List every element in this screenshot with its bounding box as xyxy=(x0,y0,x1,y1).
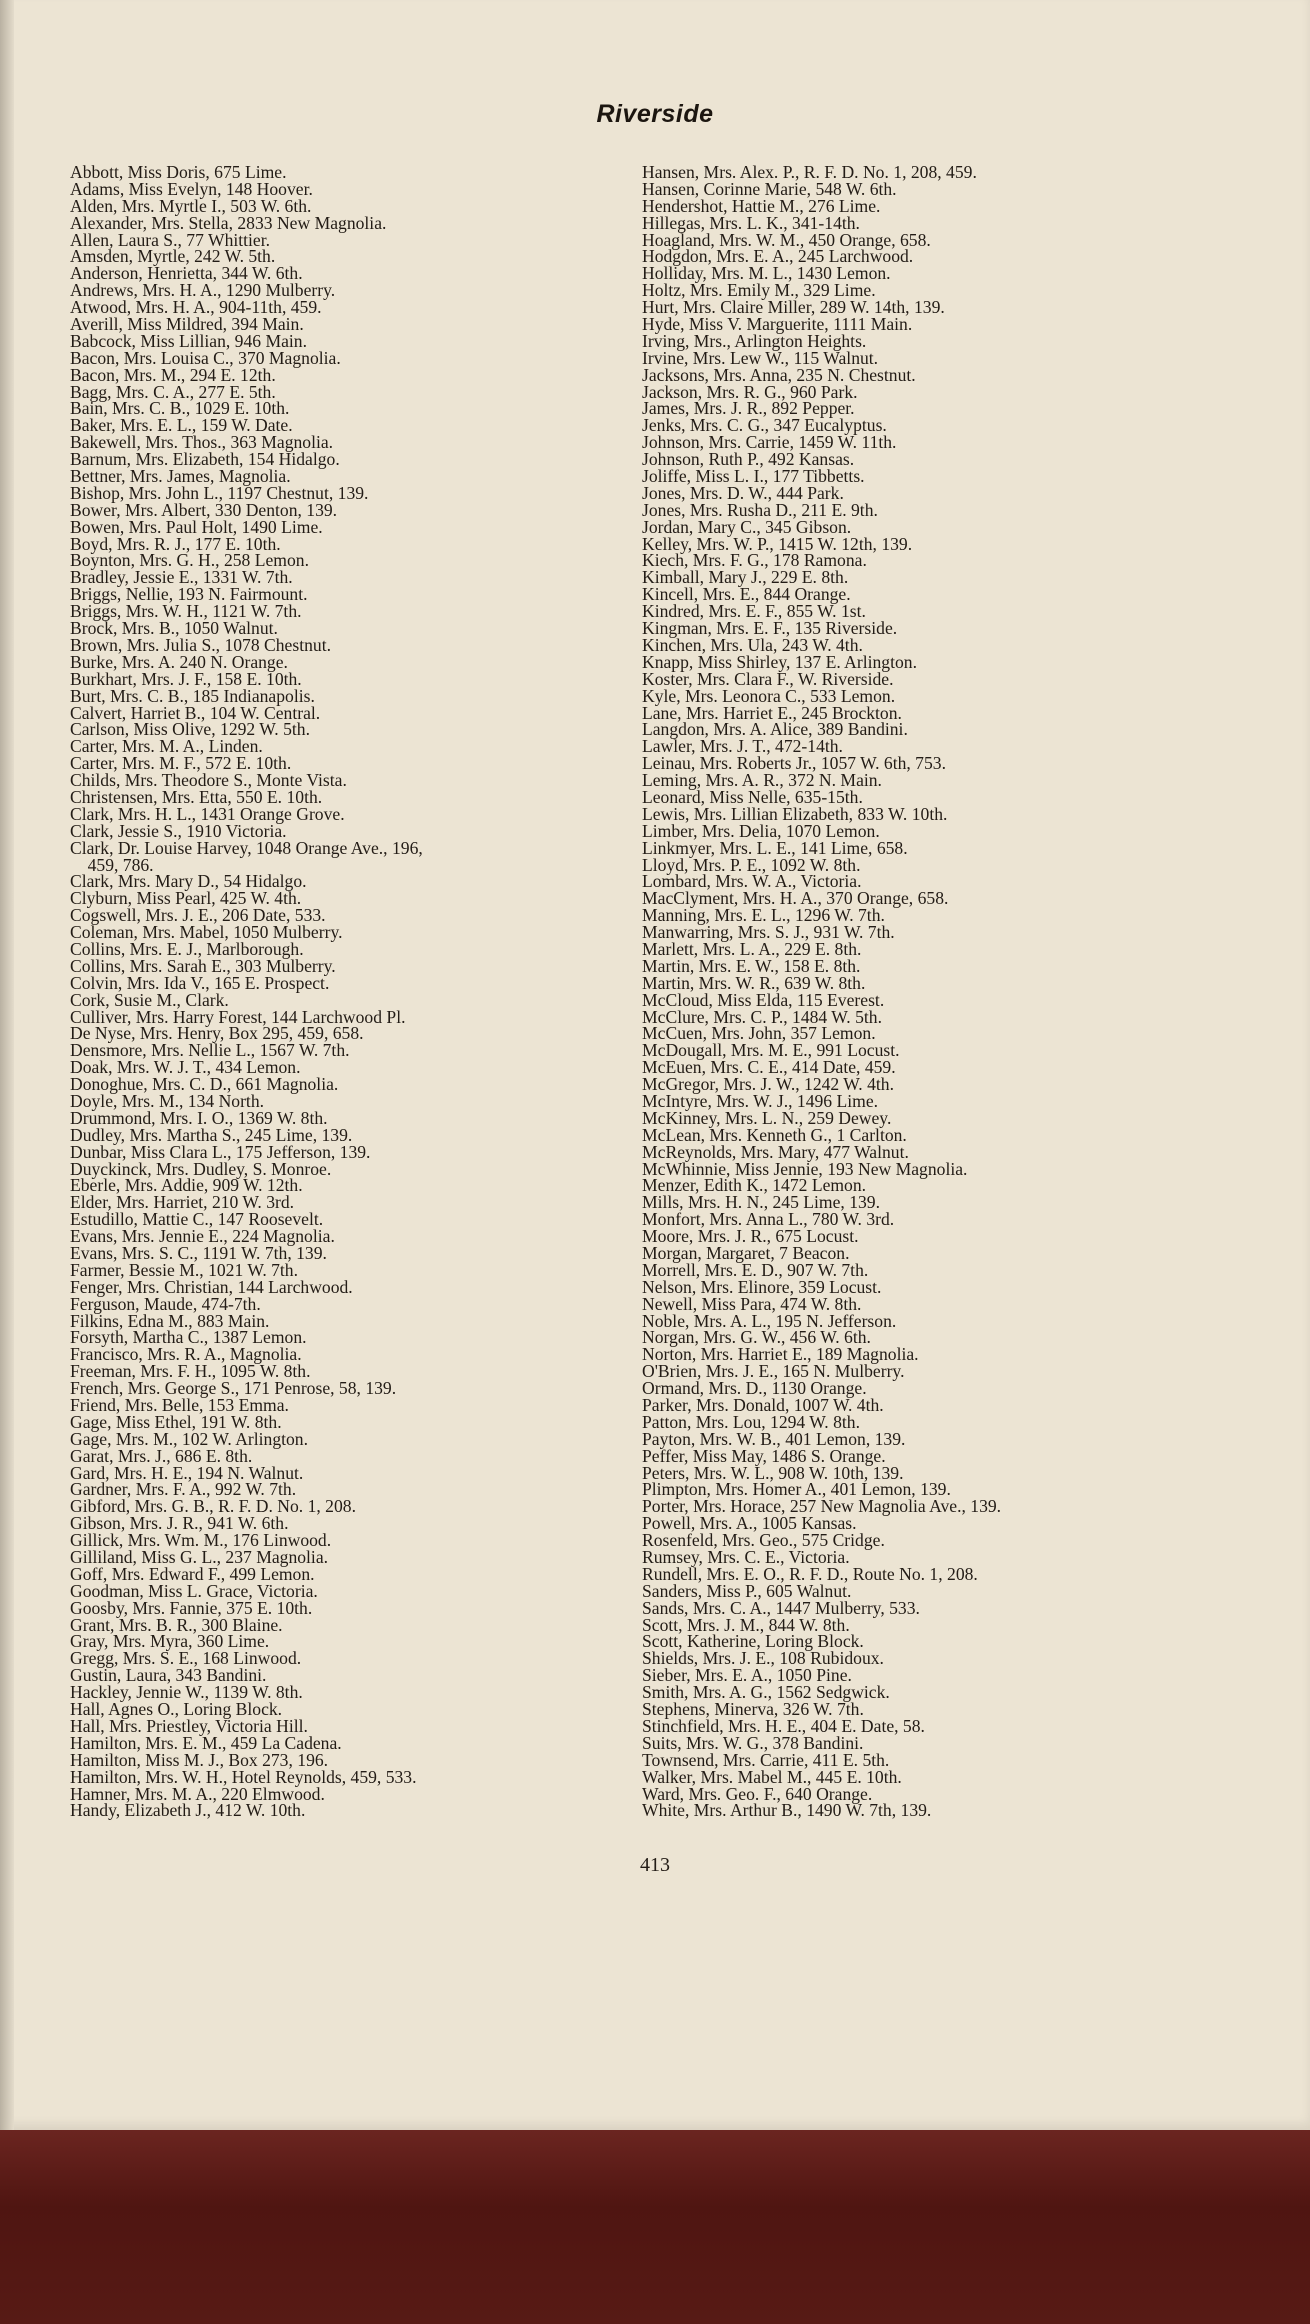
directory-entry: Martin, Mrs. W. R., 639 W. 8th. xyxy=(642,972,866,993)
directory-entry: Clyburn, Miss Pearl, 425 W. 4th. xyxy=(70,888,302,909)
directory-entry: Colvin, Mrs. Ida V., 165 E. Prospect. xyxy=(70,972,330,993)
directory-entry: Kyle, Mrs. Leonora C., 533 Lemon. xyxy=(642,685,896,706)
directory-entry: Gray, Mrs. Myra, 360 Lime. xyxy=(70,1631,270,1652)
directory-entry: McIntyre, Mrs. W. J., 1496 Lime. xyxy=(642,1090,879,1111)
directory-entry: Cork, Susie M., Clark. xyxy=(70,989,229,1010)
directory-entry: Leming, Mrs. A. R., 372 N. Main. xyxy=(642,770,882,791)
directory-entry: Linkmyer, Mrs. L. E., 141 Lime, 658. xyxy=(642,837,908,858)
directory-entry: Doyle, Mrs. M., 134 North. xyxy=(70,1090,265,1111)
directory-entry: Leinau, Mrs. Roberts Jr., 1057 W. 6th, 753. xyxy=(642,753,946,774)
directory-entry: Densmore, Mrs. Nellie L., 1567 W. 7th. xyxy=(70,1040,350,1061)
directory-entry: Johnson, Ruth P., 492 Kansas. xyxy=(642,449,855,470)
directory-entry: Gage, Miss Ethel, 191 W. 8th. xyxy=(70,1411,282,1432)
directory-entry: Norton, Mrs. Harriet E., 189 Magnolia. xyxy=(642,1344,919,1365)
directory-entry: Elder, Mrs. Harriet, 210 W. 3rd. xyxy=(70,1192,295,1213)
directory-entry: Lane, Mrs. Harriet E., 245 Brockton. xyxy=(642,702,902,723)
directory-entry: Hansen, Mrs. Alex. P., R. F. D. No. 1, 208, 459. xyxy=(642,162,977,182)
directory-entry: Gibson, Mrs. J. R., 941 W. 6th. xyxy=(70,1513,289,1534)
directory-entry: Adams, Miss Evelyn, 148 Hoover. xyxy=(70,178,313,199)
directory-entry: Hackley, Jennie W., 1139 W. 8th. xyxy=(70,1682,303,1703)
directory-entry: Hendershot, Hattie M., 276 Lime. xyxy=(642,195,881,216)
directory-entry: Marlett, Mrs. L. A., 229 E. 8th. xyxy=(642,938,862,959)
directory-entry: Childs, Mrs. Theodore S., Monte Vista. xyxy=(70,770,347,791)
directory-entry: Hodgdon, Mrs. E. A., 245 Larchwood. xyxy=(642,246,914,267)
directory-entry: Sanders, Miss P., 605 Walnut. xyxy=(642,1580,852,1601)
directory-entry: Bain, Mrs. C. B., 1029 E. 10th. xyxy=(70,398,290,419)
directory-entry: Freeman, Mrs. F. H., 1095 W. 8th. xyxy=(70,1361,311,1382)
directory-entry: Lloyd, Mrs. P. E., 1092 W. 8th. xyxy=(642,854,861,875)
directory-entry: Evans, Mrs. S. C., 1191 W. 7th, 139. xyxy=(70,1243,327,1263)
directory-entry: Boyd, Mrs. R. J., 177 E. 10th. xyxy=(70,533,281,554)
directory-entry: Powell, Mrs. A., 1005 Kansas. xyxy=(642,1513,857,1534)
directory-entry: Bishop, Mrs. John L., 1197 Chestnut, 139. xyxy=(70,482,369,503)
directory-entry: Culliver, Mrs. Harry Forest, 144 Larchwood Pl. xyxy=(70,1006,406,1027)
directory-entry: Carlson, Miss Olive, 1292 W. 5th. xyxy=(70,719,310,740)
directory-entry: Andrews, Mrs. H. A., 1290 Mulberry. xyxy=(70,280,336,301)
directory-entry: Carter, Mrs. M. A., Linden. xyxy=(70,736,263,757)
directory-entry: Gregg, Mrs. S. E., 168 Linwood. xyxy=(70,1648,302,1669)
directory-entry: Hillegas, Mrs. L. K., 341-14th. xyxy=(642,212,860,233)
directory-entry: McEuen, Mrs. C. E., 414 Date, 459. xyxy=(642,1057,896,1078)
directory-entry: Boynton, Mrs. G. H., 258 Lemon. xyxy=(70,550,309,571)
directory-entry: Manning, Mrs. E. L., 1296 W. 7th. xyxy=(642,905,885,926)
directory-entry: Friend, Mrs. Belle, 153 Emma. xyxy=(70,1395,289,1416)
directory-entry: Grant, Mrs. B. R., 300 Blaine. xyxy=(70,1614,283,1635)
directory-entry: Carter, Mrs. M. F., 572 E. 10th. xyxy=(70,753,292,774)
directory-entry: Hoagland, Mrs. W. M., 450 Orange, 658. xyxy=(642,229,931,250)
directory-entry: Calvert, Harriet B., 104 W. Central. xyxy=(70,702,321,723)
directory-entry: Collins, Mrs. E. J., Marlborough. xyxy=(70,938,304,959)
background-surface xyxy=(0,2130,1310,2324)
directory-entry: Coleman, Mrs. Mabel, 1050 Mulberry. xyxy=(70,922,343,943)
directory-entry: Moore, Mrs. J. R., 675 Locust. xyxy=(642,1226,859,1247)
directory-entry: Scott, Mrs. J. M., 844 W. 8th. xyxy=(642,1614,850,1635)
directory-entry: Amsden, Myrtle, 242 W. 5th. xyxy=(70,246,276,267)
directory-entry: Gillick, Mrs. Wm. M., 176 Linwood. xyxy=(70,1530,332,1551)
directory-entry: Lewis, Mrs. Lillian Elizabeth, 833 W. 10th. xyxy=(642,803,948,824)
directory-entry: McGregor, Mrs. J. W., 1242 W. 4th. xyxy=(642,1074,894,1095)
directory-entry: Hyde, Miss V. Marguerite, 1111 Main. xyxy=(642,314,913,335)
directory-entry: Koster, Mrs. Clara F., W. Riverside. xyxy=(642,668,894,689)
directory-entry: Bower, Mrs. Albert, 330 Denton, 139. xyxy=(70,499,338,520)
directory-entry: McDougall, Mrs. M. E., 991 Locust. xyxy=(642,1040,900,1061)
directory-entry: Bettner, Mrs. James, Magnolia. xyxy=(70,466,291,487)
directory-entry: Knapp, Miss Shirley, 137 E. Arlington. xyxy=(642,651,917,672)
directory-entry: Joliffe, Miss L. I., 177 Tibbetts. xyxy=(642,466,865,487)
directory-entry: 459, 786. xyxy=(70,854,154,875)
directory-entry: McLean, Mrs. Kenneth G., 1 Carlton. xyxy=(642,1124,907,1145)
directory-entry: Jordan, Mary C., 345 Gibson. xyxy=(642,516,852,537)
page-title: Riverside xyxy=(596,100,714,128)
directory-entry: Abbott, Miss Doris, 675 Lime. xyxy=(70,162,287,182)
directory-entry: Smith, Mrs. A. G., 1562 Sedgwick. xyxy=(642,1682,890,1703)
directory-entry: Martin, Mrs. E. W., 158 E. 8th. xyxy=(642,955,861,976)
directory-entry: Fenger, Mrs. Christian, 144 Larchwood. xyxy=(70,1276,353,1297)
directory-entry: Clark, Dr. Louise Harvey, 1048 Orange Ave., 196, xyxy=(70,837,423,858)
directory-entry: Morgan, Margaret, 7 Beacon. xyxy=(642,1243,850,1263)
directory-entry: Barnum, Mrs. Elizabeth, 154 Hidalgo. xyxy=(70,449,340,470)
directory-entry: Langdon, Mrs. A. Alice, 389 Bandini. xyxy=(642,719,908,740)
directory-entry: Alexander, Mrs. Stella, 2833 New Magnolia. xyxy=(70,212,387,233)
directory-entry: Lombard, Mrs. W. A., Victoria. xyxy=(642,871,862,892)
directory-entry: Jackson, Mrs. R. G., 960 Park. xyxy=(642,381,858,402)
directory-entry: MacClyment, Mrs. H. A., 370 Orange, 658. xyxy=(642,888,949,909)
directory-entry: McCuen, Mrs. John, 357 Lemon. xyxy=(642,1023,876,1044)
directory-entry: Dunbar, Miss Clara L., 175 Jefferson, 139. xyxy=(70,1141,371,1162)
directory-entry: Patton, Mrs. Lou, 1294 W. 8th. xyxy=(642,1411,860,1432)
left-column xyxy=(70,164,645,1819)
directory-entry: Menzer, Edith K., 1472 Lemon. xyxy=(642,1175,867,1196)
directory-entry: Gardner, Mrs. F. A., 992 W. 7th. xyxy=(70,1479,297,1500)
directory-entry: Francisco, Mrs. R. A., Magnolia. xyxy=(70,1344,302,1365)
directory-entry: McCloud, Miss Elda, 115 Everest. xyxy=(642,989,885,1010)
directory-entry: Mills, Mrs. H. N., 245 Lime, 139. xyxy=(642,1192,881,1213)
directory-entry: Stephens, Minerva, 326 W. 7th. xyxy=(642,1699,864,1720)
directory-entry: Cogswell, Mrs. J. E., 206 Date, 533. xyxy=(70,905,326,926)
directory-entry: Stinchfield, Mrs. H. E., 404 E. Date, 58. xyxy=(642,1715,925,1736)
directory-entry: Norgan, Mrs. G. W., 456 W. 6th. xyxy=(642,1327,871,1348)
directory-entry: White, Mrs. Arthur B., 1490 W. 7th, 139. xyxy=(642,1800,932,1821)
directory-entry: Brown, Mrs. Julia S., 1078 Chestnut. xyxy=(70,634,331,655)
directory-entry: Ward, Mrs. Geo. F., 640 Orange. xyxy=(642,1783,873,1804)
directory-entry: Rundell, Mrs. E. O., R. F. D., Route No. 1, 208. xyxy=(642,1563,978,1584)
directory-entry: Kindred, Mrs. E. F., 855 W. 1st. xyxy=(642,601,866,622)
directory-entry: Bradley, Jessie E., 1331 W. 7th. xyxy=(70,567,293,588)
directory-entry: Hansen, Corinne Marie, 548 W. 6th. xyxy=(642,178,897,199)
directory-entry: Holliday, Mrs. M. L., 1430 Lemon. xyxy=(642,263,891,284)
directory-entry: Gustin, Laura, 343 Bandini. xyxy=(70,1665,267,1686)
directory-entry: Averill, Miss Mildred, 394 Main. xyxy=(70,314,304,335)
directory-entry: Hamilton, Mrs. W. H., Hotel Reynolds, 459, 533. xyxy=(70,1766,417,1787)
directory-entry: Rumsey, Mrs. C. E., Victoria. xyxy=(642,1547,850,1568)
directory-entry: Atwood, Mrs. H. A., 904-11th, 459. xyxy=(70,297,322,318)
directory-entry: Doak, Mrs. W. J. T., 434 Lemon. xyxy=(70,1057,301,1078)
directory-entry: Sands, Mrs. C. A., 1447 Mulberry, 533. xyxy=(642,1597,920,1618)
directory-entry: Kiech, Mrs. F. G., 178 Ramona. xyxy=(642,550,867,571)
directory-entry: Handy, Elizabeth J., 412 W. 10th. xyxy=(70,1800,306,1821)
directory-entry: Hamner, Mrs. M. A., 220 Elmwood. xyxy=(70,1783,325,1804)
directory-entry: Clark, Mrs. Mary D., 54 Hidalgo. xyxy=(70,871,307,892)
directory-entry: Bacon, Mrs. M., 294 E. 12th. xyxy=(70,364,276,385)
directory-entry: Bowen, Mrs. Paul Holt, 1490 Lime. xyxy=(70,516,323,537)
page-number: 413 xyxy=(640,1854,670,1876)
directory-entry: Ferguson, Maude, 474-7th. xyxy=(70,1293,261,1314)
directory-entry: Morrell, Mrs. E. D., 907 W. 7th. xyxy=(642,1259,869,1280)
directory-entry: Hamilton, Miss M. J., Box 273, 196. xyxy=(70,1749,329,1770)
directory-entry: O'Brien, Mrs. J. E., 165 N. Mulberry. xyxy=(642,1361,905,1382)
directory-entry: Goosby, Mrs. Fannie, 375 E. 10th. xyxy=(70,1597,313,1618)
directory-entry: Hall, Agnes O., Loring Block. xyxy=(70,1699,283,1720)
directory-entry: Gard, Mrs. H. E., 194 N. Walnut. xyxy=(70,1462,304,1483)
directory-entry: Jacksons, Mrs. Anna, 235 N. Chestnut. xyxy=(642,364,916,385)
directory-entry: Clark, Mrs. H. L., 1431 Orange Grove. xyxy=(70,803,345,824)
directory-entry: Forsyth, Martha C., 1387 Lemon. xyxy=(70,1327,307,1348)
directory-entry: Alden, Mrs. Myrtle I., 503 W. 6th. xyxy=(70,195,312,216)
directory-entry: Bacon, Mrs. Louisa C., 370 Magnolia. xyxy=(70,347,341,368)
directory-entry: Allen, Laura S., 77 Whittier. xyxy=(70,229,271,250)
directory-entry: Baker, Mrs. E. L., 159 W. Date. xyxy=(70,415,293,436)
directory-entry: Donoghue, Mrs. C. D., 661 Magnolia. xyxy=(70,1074,339,1095)
directory-entry: Gilliland, Miss G. L., 237 Magnolia. xyxy=(70,1547,329,1568)
directory-entry: Christensen, Mrs. Etta, 550 E. 10th. xyxy=(70,786,323,807)
directory-entry: Townsend, Mrs. Carrie, 411 E. 5th. xyxy=(642,1749,890,1770)
directory-entry: Nelson, Mrs. Elinore, 359 Locust. xyxy=(642,1276,882,1297)
directory-entry: McReynolds, Mrs. Mary, 477 Walnut. xyxy=(642,1141,909,1162)
directory-entry: Brock, Mrs. B., 1050 Walnut. xyxy=(70,618,278,639)
directory-entry: Briggs, Mrs. W. H., 1121 W. 7th. xyxy=(70,601,302,622)
directory-entry: French, Mrs. George S., 171 Penrose, 58, 139. xyxy=(70,1378,397,1399)
directory-entry: Johnson, Mrs. Carrie, 1459 W. 11th. xyxy=(642,432,897,453)
directory-entry: Estudillo, Mattie C., 147 Roosevelt. xyxy=(70,1209,324,1230)
directory-entry: Dudley, Mrs. Martha S., 245 Lime, 139. xyxy=(70,1124,353,1145)
directory-entry: Lawler, Mrs. J. T., 472-14th. xyxy=(642,736,843,757)
directory-entry: Kimball, Mary J., 229 E. 8th. xyxy=(642,567,849,588)
directory-entry: Shields, Mrs. J. E., 108 Rubidoux. xyxy=(642,1648,884,1669)
directory-entry: Irving, Mrs., Arlington Heights. xyxy=(642,330,867,351)
directory-entry: Limber, Mrs. Delia, 1070 Lemon. xyxy=(642,820,880,841)
directory-entry: Kelley, Mrs. W. P., 1415 W. 12th, 139. xyxy=(642,533,913,554)
directory-entry: Parker, Mrs. Donald, 1007 W. 4th. xyxy=(642,1395,884,1416)
directory-entry: Burke, Mrs. A. 240 N. Orange. xyxy=(70,651,288,672)
directory-entry: Holtz, Mrs. Emily M., 329 Lime. xyxy=(642,280,876,301)
directory-entry: Burkhart, Mrs. J. F., 158 E. 10th. xyxy=(70,668,302,689)
directory-entry: Collins, Mrs. Sarah E., 303 Mulberry. xyxy=(70,955,336,976)
directory-entry: Kinchen, Mrs. Ula, 243 W. 4th. xyxy=(642,634,863,655)
directory-entry: McKinney, Mrs. L. N., 259 Dewey. xyxy=(642,1107,892,1128)
page-binding-shadow xyxy=(0,0,14,2130)
directory-entry: Gage, Mrs. M., 102 W. Arlington. xyxy=(70,1428,309,1449)
directory-entry: Newell, Miss Para, 474 W. 8th. xyxy=(642,1293,862,1314)
directory-entry: Filkins, Edna M., 883 Main. xyxy=(70,1310,270,1331)
directory-entry: Noble, Mrs. A. L., 195 N. Jefferson. xyxy=(642,1310,897,1331)
directory-entry: Irvine, Mrs. Lew W., 115 Walnut. xyxy=(642,347,879,368)
directory-entry: Jenks, Mrs. C. G., 347 Eucalyptus. xyxy=(642,415,887,436)
directory-entry: Sieber, Mrs. E. A., 1050 Pine. xyxy=(642,1665,852,1686)
directory-entry: Jones, Mrs. D. W., 444 Park. xyxy=(642,482,844,503)
directory-entry: James, Mrs. J. R., 892 Pepper. xyxy=(642,398,855,419)
directory-entry: Burt, Mrs. C. B., 185 Indianapolis. xyxy=(70,685,315,706)
directory-entry: Gibford, Mrs. G. B., R. F. D. No. 1, 208. xyxy=(70,1496,356,1517)
directory-entry: Walker, Mrs. Mabel M., 445 E. 10th. xyxy=(642,1766,902,1787)
directory-entry: Jones, Mrs. Rusha D., 211 E. 9th. xyxy=(642,499,878,520)
directory-entry: Anderson, Henrietta, 344 W. 6th. xyxy=(70,263,303,284)
directory-entry: Farmer, Bessie M., 1021 W. 7th. xyxy=(70,1259,299,1280)
directory-entry: Manwarring, Mrs. S. J., 931 W. 7th. xyxy=(642,922,895,943)
directory-entry: Hall, Mrs. Priestley, Victoria Hill. xyxy=(70,1715,308,1736)
directory-entry: Clark, Jessie S., 1910 Victoria. xyxy=(70,820,287,841)
directory-entry: Evans, Mrs. Jennie E., 224 Magnolia. xyxy=(70,1226,335,1247)
directory-entry: Babcock, Miss Lillian, 946 Main. xyxy=(70,330,308,351)
directory-entry: Bagg, Mrs. C. A., 277 E. 5th. xyxy=(70,381,276,402)
directory-entry: McWhinnie, Miss Jennie, 193 New Magnolia. xyxy=(642,1158,968,1179)
directory-entry: Hurt, Mrs. Claire Miller, 289 W. 14th, 139. xyxy=(642,297,945,318)
directory-entry: Garat, Mrs. J., 686 E. 8th. xyxy=(70,1445,253,1466)
directory-entry: Duyckinck, Mrs. Dudley, S. Monroe. xyxy=(70,1158,332,1179)
directory-entry: Kincell, Mrs. E., 844 Orange. xyxy=(642,584,851,605)
right-column xyxy=(642,164,1242,1819)
directory-entry: Drummond, Mrs. I. O., 1369 W. 8th. xyxy=(70,1107,328,1128)
directory-entry: Kingman, Mrs. E. F., 135 Riverside. xyxy=(642,618,898,639)
directory-entry: Rosenfeld, Mrs. Geo., 575 Cridge. xyxy=(642,1530,885,1551)
directory-entry: Plimpton, Mrs. Homer A., 401 Lemon, 139. xyxy=(642,1479,951,1500)
directory-entry: Goodman, Miss L. Grace, Victoria. xyxy=(70,1580,318,1601)
directory-entry: Leonard, Miss Nelle, 635-15th. xyxy=(642,786,863,807)
directory-entry: Bakewell, Mrs. Thos., 363 Magnolia. xyxy=(70,432,334,453)
directory-entry: Scott, Katherine, Loring Block. xyxy=(642,1631,864,1652)
directory-entry: Ormand, Mrs. D., 1130 Orange. xyxy=(642,1378,867,1399)
directory-entry: Porter, Mrs. Horace, 257 New Magnolia Ave., 139. xyxy=(642,1496,1002,1517)
directory-entry: McClure, Mrs. C. P., 1484 W. 5th. xyxy=(642,1006,882,1027)
directory-entry: Hamilton, Mrs. E. M., 459 La Cadena. xyxy=(70,1732,342,1753)
directory-entry: Peffer, Miss May, 1486 S. Orange. xyxy=(642,1445,886,1466)
directory-entry: Eberle, Mrs. Addie, 909 W. 12th. xyxy=(70,1175,303,1196)
directory-entry: De Nyse, Mrs. Henry, Box 295, 459, 658. xyxy=(70,1023,364,1044)
directory-entry: Payton, Mrs. W. B., 401 Lemon, 139. xyxy=(642,1428,906,1449)
directory-entry: Suits, Mrs. W. G., 378 Bandini. xyxy=(642,1732,864,1753)
directory-entry: Peters, Mrs. W. L., 908 W. 10th, 139. xyxy=(642,1462,904,1483)
directory-entry: Goff, Mrs. Edward F., 499 Lemon. xyxy=(70,1563,315,1584)
directory-entry: Briggs, Nellie, 193 N. Fairmount. xyxy=(70,584,308,605)
directory-entry: Monfort, Mrs. Anna L., 780 W. 3rd. xyxy=(642,1209,895,1230)
